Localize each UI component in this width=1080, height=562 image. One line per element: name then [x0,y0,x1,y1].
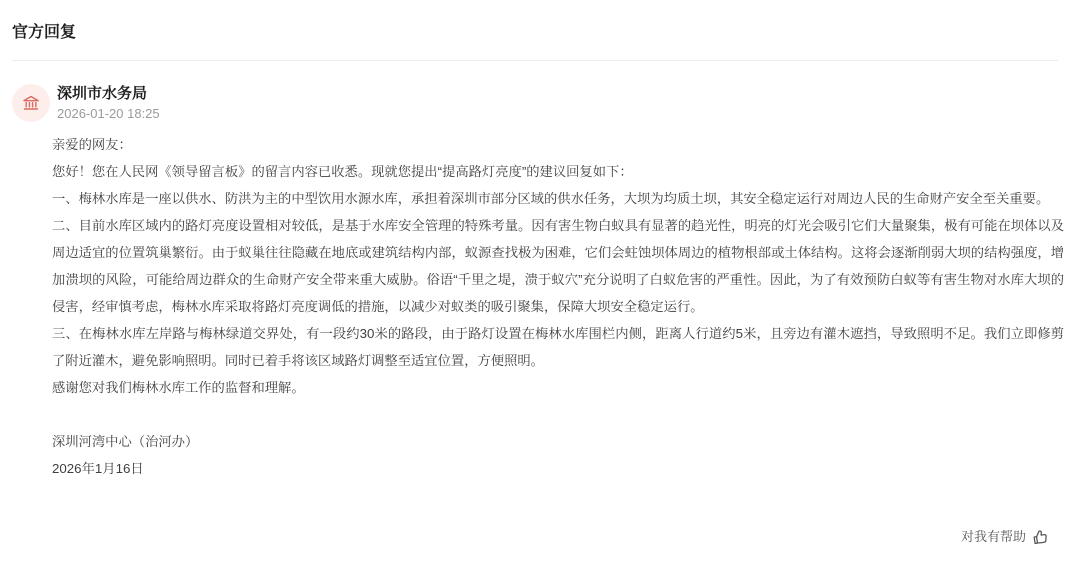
reply-paragraph: 感谢您对我们梅林水库工作的监督和理解。 [52,380,305,395]
reply-timestamp: 2026-01-20 18:25 [57,106,160,121]
reply-paragraph: 您好！您在人民网《领导留言板》的留言内容已收悉。现就您提出“提高路灯亮度”的建议回复如下： [52,164,633,179]
helpful-label: 对我有帮助 [960,529,1026,544]
reply-signature-date: 2026年1月16日 [52,461,144,476]
avatar [12,84,50,122]
reply-paragraph-spacer [52,401,1064,428]
official-reply-page [0,24,1080,562]
reply-body [52,131,1064,482]
reply-header [12,84,1080,122]
thumbs-up-icon[interactable] [1031,527,1051,547]
author-name: 深圳市水务局 [57,85,148,102]
reply-paragraph: 三、在梅林水库左岸路与梅林绿道交界处，有一段约30米的路段，由于路灯设置在梅林水库围栏内侧，距离人行道约5米，且旁边有灌木遮挡，导致照明不足。我们立即修剪了附近灌木，避免影响照明。同时已着手将该区域路灯调整至适宜位置，方便照明。 [52,326,1064,368]
reply-signature: 深圳河湾中心（治河办） [52,434,199,449]
reply-paragraph: 亲爱的网友： [52,137,132,152]
author-meta [57,84,160,121]
reply-paragraph: 二、目前水库区域内的路灯亮度设置相对较低，是基于水库安全管理的特殊考量。因有害生物白蚁具有显著的趋光性，明亮的灯光会吸引它们大量聚集，极有可能在坝体以及周边适宜的位置筑巢繁衍。由于蚁巢往往隐藏在地底或建筑结构内部，蚁源查找极为困难，它们会蛀蚀坝体周边的植物根部或土体结构。这将会逐渐削弱大坝的结构强度，增加溃坝的风险，可能给周边群众的生命财产安全带来重大威胁。俗语“千里之堤，溃于蚁穴”充分说明了白蚁危害的严重性。因此，为了有效预防白蚁等有害生物对水库大坝的侵害，经审慎考虑，梅林水库采取将路灯亮度调低的措施，以减少对蚁类的吸引聚集，保障大坝安全稳定运行。 [52,218,1064,314]
page-title: 官方回复 [12,24,77,41]
government-building-icon [21,93,41,113]
header-divider [12,60,1058,61]
helpful-button[interactable] [961,528,1050,546]
reply-paragraph: 一、梅林水库是一座以供水、防洪为主的中型饮用水源水库，承担着深圳市部分区域的供水任务，大坝为均质土坝，其安全稳定运行对周边人民的生命财产安全至关重要。 [52,191,1050,206]
